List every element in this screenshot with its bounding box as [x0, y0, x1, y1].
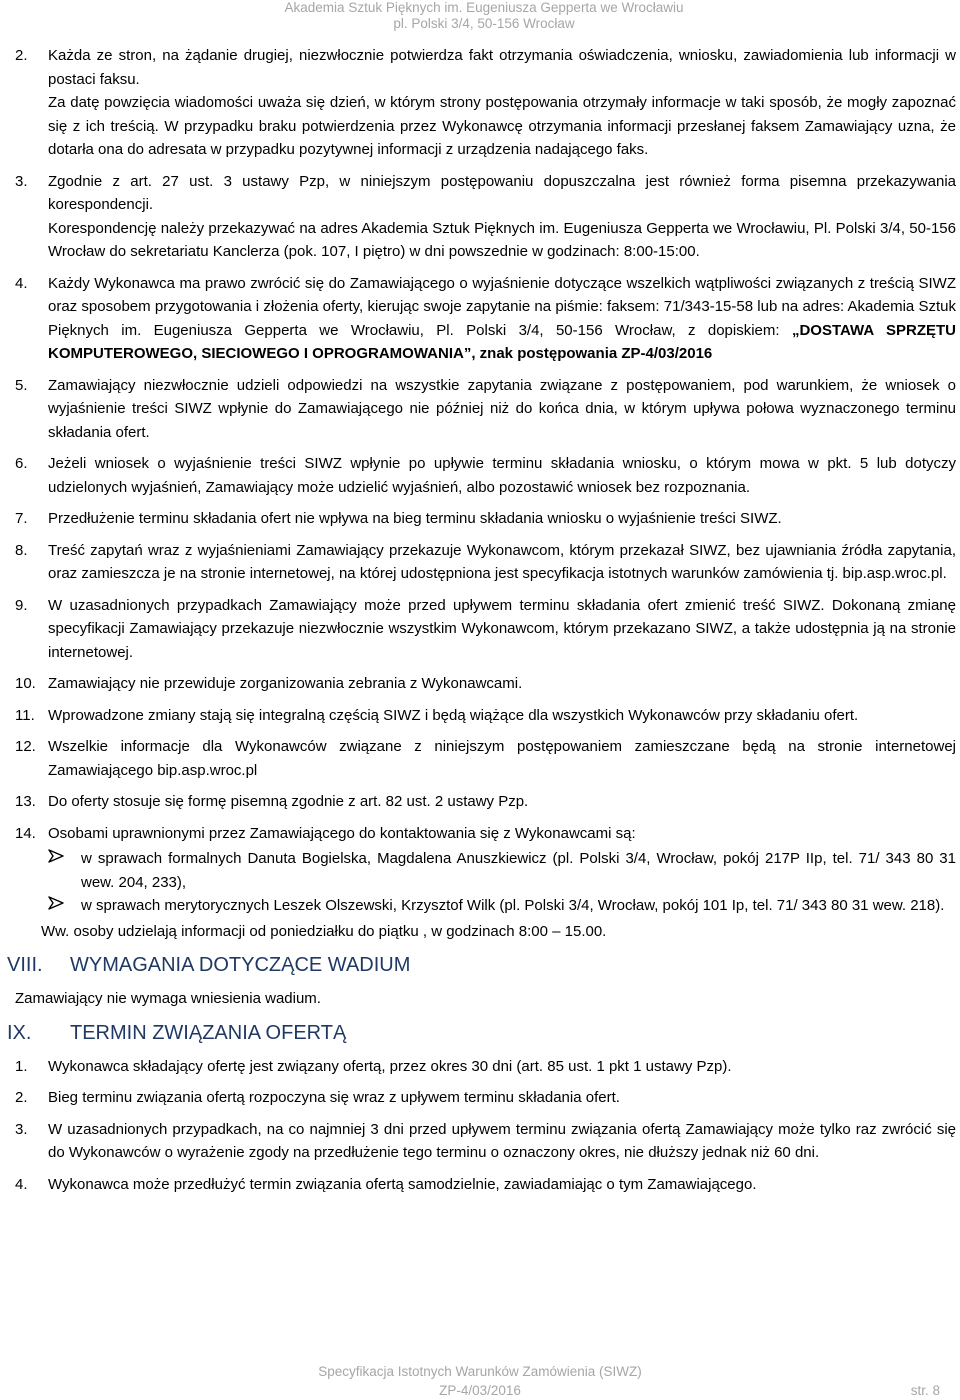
list-item-number: 2.	[15, 47, 28, 64]
list-item-text-continued: Korespondencję należy przekazywać na adres Akademia Sztuk Pięknych im. Eugeniusza Gepperta we Wrocławiu, Pl. Polski 3/4, 50-156 Wrocław do sekretariatu Kanclerza (pok. 107, I piętro) w dni powszednie w godzinach: 8:00-15:00.	[48, 219, 956, 260]
document-body	[7, 44, 956, 1204]
contact-bullet	[15, 847, 956, 894]
list-item-number: 7.	[15, 510, 28, 527]
arrow-bullet-icon	[48, 847, 64, 871]
section-ix-item-1	[15, 1055, 956, 1079]
list-item-number: 13.	[15, 793, 36, 810]
page-header	[0, 0, 960, 32]
contact-bullet-text: w sprawach formalnych Danuta Bogielska, Magdalena Anuszkiewicz (pl. Polski 3/4, Wrocław, pokój 217P IIp, tel. 71/ 343 80 31 wew. 204, 233),	[81, 850, 956, 891]
section-numeral: IX.	[7, 1021, 32, 1044]
arrow-bullet-icon	[48, 894, 64, 918]
list-item-number: 5.	[15, 376, 28, 394]
list-item-text: Każda ze stron, na żądanie drugiej, niezwłocznie potwierdza fakt otrzymania oświadczenia, wniosku, zawiadomienia lub informacji w postaci faksu.	[48, 47, 956, 88]
list-item-13	[15, 790, 956, 814]
section-title: TERMIN ZWIĄZANIA OFERTĄ	[70, 1021, 347, 1044]
section-ix-item-3	[15, 1118, 956, 1165]
list-item-number: 2.	[15, 1089, 28, 1106]
list-item-4	[15, 272, 956, 366]
list-item-text: Zamawiający niezwłocznie udzieli odpowiedzi na wszystkie zapytania związane z postępowaniem, pod warunkiem, że wniosek o wyjaśnienie treści SIWZ wpłynie do Zamawiającego nie później niż do końca dnia, w którym upływa połowa wyznaczonego terminu składania ofert.	[48, 376, 956, 441]
list-item-text: W uzasadnionych przypadkach Zamawiający może przed upływem terminu składania ofert zmienić treść SIWZ. Dokonaną zmianę specyfikacji Zamawiający przekazuje niezwłocznie wszystkim Wykonawcom, którym przekazano SIWZ, a także udostępnia ją na stronie internetowej.	[48, 596, 956, 661]
list-item-text: W uzasadnionych przypadkach, na co najmniej 3 dni przed upływem terminu związania ofertą Zamawiający może tylko raz zwrócić się do Wykonawców o wyrażenie zgody na przedłużenie tego terminu o oznaczony okres, nie dłuższy jednak niż 60 dni.	[48, 1120, 956, 1161]
list-item-number: 10.	[15, 675, 36, 692]
section-title: WYMAGANIA DOTYCZĄCE WADIUM	[70, 954, 411, 976]
list-item-text: Przedłużenie terminu składania ofert nie wpływa na bieg terminu składania wniosku o wyjaśnienie treści SIWZ.	[48, 510, 782, 527]
header-institution: Akademia Sztuk Pięknych im. Eugeniusza Gepperta we Wrocławiu	[284, 0, 684, 15]
list-item-10	[15, 672, 956, 696]
list-item-number: 3.	[15, 172, 28, 190]
list-item-text-continued: Za datę powzięcia wiadomości uważa się dzień, w którym strony postępowania otrzymały informacje w taki sposób, że mogły zapoznać się z ich treścią. W przypadku braku potwierdzenia przez Wykonawcę otrzymania informacji przesłanej faksem Zamawiający uzna, że dotarła ona do adresata w przypadku pozytywnej informacji z urządzenia nadającego faks.	[48, 94, 956, 158]
list-item-text: Zamawiający nie przewiduje zorganizowania zebrania z Wykonawcami.	[48, 675, 523, 692]
contact-bullet-text: w sprawach merytorycznych Leszek Olszewski, Krzysztof Wilk (pl. Polski 3/4, Wrocław, pokój 101 Ip, tel. 71/ 343 80 31 wew. 218).	[81, 897, 945, 914]
contact-bullet	[15, 894, 956, 918]
list-item-8	[15, 539, 956, 586]
footer-reference-number: ZP-4/03/2016	[439, 1383, 521, 1398]
page-footer	[0, 1362, 960, 1400]
list-item-text: Jeżeli wniosek o wyjaśnienie treści SIWZ wpłynie po upływie terminu składania wniosku, o którym mowa w pkt. 5 lub dotyczy udzielonych wyjaśnień, Zamawiający może udzielić wyjaśnień, albo pozostawić wniosek bez rozpoznania.	[48, 455, 956, 496]
list-item-text: Treść zapytań wraz z wyjaśnieniami Zamawiający przekazuje Wykonawcom, którym przekazał SIWZ, bez ujawniania źródła zapytania, oraz zamieszcza je na stronie internetowej, na której udostępniona jest specyfikacja istotnych warunków zamówienia tj. bip.asp.wroc.pl.	[48, 541, 956, 582]
section-ix-item-4	[15, 1173, 956, 1197]
list-item-number: 6.	[15, 455, 28, 472]
section-heading-viii	[7, 951, 956, 979]
section-ix-item-2	[15, 1086, 956, 1110]
list-item-12	[15, 735, 956, 782]
procurement-title-bold: „DOSTAWA SPRZĘTU KOMPUTEROWEGO, SIECIOWEGO I OPROGRAMOWANIA”, znak postępowania ZP-4/03/2016	[48, 321, 956, 362]
list-item-text	[48, 272, 956, 366]
list-item-text: Osobami uprawnionymi przez Zamawiającego do kontaktowania się z Wykonawcami są:	[48, 824, 636, 842]
section-viii-body: Zamawiający nie wymaga wniesienia wadium.	[15, 990, 321, 1007]
list-item-number: 1.	[15, 1057, 28, 1075]
list-item-text: Bieg terminu związania ofertą rozpoczyna się wraz z upływem terminu składania ofert.	[48, 1089, 620, 1106]
contact-hours-note: Ww. osoby udzielają informacji od poniedziałku do piątku , w godzinach 8:00 – 15.00.	[41, 922, 607, 940]
list-item-11	[15, 704, 956, 728]
list-item-number: 12.	[15, 738, 36, 755]
page-number: str. 8	[910, 1383, 940, 1398]
list-item-text: Wykonawca może przedłużyć termin związania ofertą samodzielnie, zawiadamiając o tym Zamawiającego.	[48, 1175, 757, 1193]
list-item-7	[15, 507, 956, 531]
section-heading-ix	[7, 1019, 956, 1047]
list-item-text: Wykonawca składający ofertę jest związany ofertą, przez okres 30 dni (art. 85 ust. 1 pkt 1 ustawy Pzp).	[48, 1057, 732, 1075]
header-address: pl. Polski 3/4, 50-156 Wrocław	[393, 16, 575, 31]
list-item-text: Wprowadzone zmiany stają się integralną częścią SIWZ i będą wiążące dla wszystkich Wykonawców przy składaniu ofert.	[48, 706, 859, 724]
list-item-9	[15, 594, 956, 665]
item4-text: Każdy Wykonawca ma prawo zwrócić się do Zamawiającego o wyjaśnienie dotyczące wszelkich wątpliwości związanych z treścią SIWZ oraz sposobem przygotowania i złożenia oferty, kierując swoje zapytanie na piśmie: faksem: 71/343-15-58 lub na adres: Akademia Sztuk Pięknych im. Eugeniusza Gepperta we Wrocławiu, Pl. Polski 3/4, 50-156 Wrocław, z dopiskiem:	[48, 274, 956, 339]
list-item-14	[15, 822, 956, 846]
list-item-6	[15, 452, 956, 499]
list-item-text: Zgodnie z art. 27 ust. 3 ustawy Pzp, w niniejszym postępowaniu dopuszczalna jest również forma pisemna przekazywania korespondencji.	[48, 172, 956, 213]
list-item-number: 3.	[15, 1120, 28, 1138]
list-item-number: 9.	[15, 596, 28, 614]
list-item-text: Wszelkie informacje dla Wykonawców związane z niniejszym postępowaniem zamieszczane będą na stronie internetowej Zamawiającego bip.asp.wroc.pl	[48, 738, 956, 779]
list-item-text: Do oferty stosuje się formę pisemną zgodnie z art. 82 ust. 2 ustawy Pzp.	[48, 793, 529, 810]
list-item-number: 8.	[15, 541, 28, 559]
list-item-3	[15, 170, 956, 264]
list-item-2	[15, 44, 956, 162]
section-numeral: VIII.	[7, 954, 43, 976]
list-item-5	[15, 374, 956, 445]
footer-document-title: Specyfikacja Istotnych Warunków Zamówienia (SIWZ)	[318, 1364, 642, 1379]
list-item-number: 14.	[15, 824, 36, 842]
list-item-number: 4.	[15, 274, 28, 292]
list-item-number: 11.	[15, 706, 35, 724]
list-item-number: 4.	[15, 1175, 28, 1193]
